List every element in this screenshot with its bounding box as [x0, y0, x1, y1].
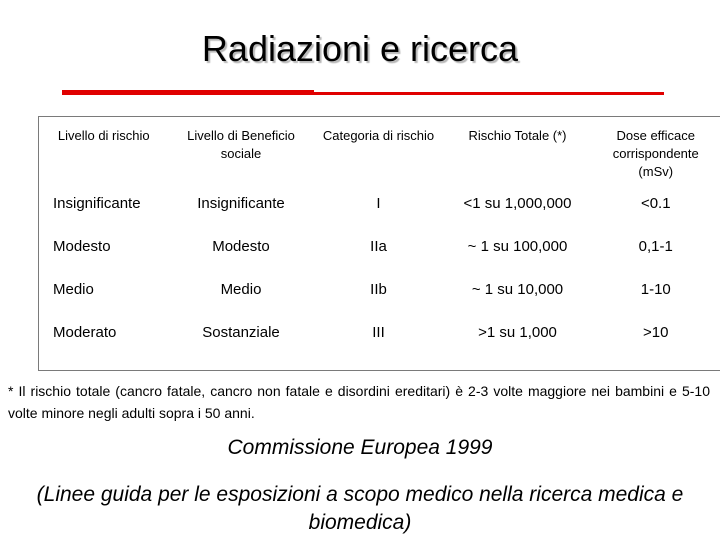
- table-cell: >10: [643, 324, 669, 341]
- source-citation: Commissione Europea 1999: [227, 436, 493, 459]
- title-underline: [62, 92, 664, 95]
- table-row: [39, 189, 720, 232]
- guideline-title: (Linee guida per le esposizioni a scopo medico nella ricerca medica e biomedica): [36, 483, 684, 534]
- page-title: Radiazioni e ricerca: [201, 28, 519, 69]
- table-cell: Moderato: [53, 324, 117, 341]
- table-cell: Sostanziale: [202, 324, 280, 341]
- header-risk-category: Categoria di rischio: [322, 128, 435, 143]
- header-total-risk: Rischio Totale (*): [468, 128, 567, 143]
- table-row: [39, 318, 720, 371]
- table-cell: ~ 1 su 100,000: [467, 238, 568, 255]
- footnote: * Il rischio totale (cancro fatale, cancro non fatale e disordini ereditari) è 2-3 volte maggiore nei bambini e 5-10 volte minore negli adulti sopra i 50 anni.: [8, 383, 710, 421]
- table-cell: 1-10: [640, 281, 671, 298]
- table-cell: ~ 1 su 10,000: [471, 281, 564, 298]
- table-cell: >1 su 1,000: [478, 324, 557, 341]
- risk-table: [38, 116, 720, 371]
- header-effective-dose: Dose efficace corrispondente (mSv): [612, 128, 699, 179]
- table-cell: Modesto: [212, 238, 270, 255]
- table-cell: III: [372, 324, 385, 341]
- table-cell: Modesto: [53, 238, 111, 255]
- table-cell: I: [376, 195, 381, 212]
- table-header-row: [39, 117, 720, 190]
- header-social-benefit: Livello di Beneficio sociale: [187, 128, 295, 161]
- header-risk-level: Livello di rischio: [57, 128, 150, 143]
- table-row: [39, 232, 720, 275]
- table-cell: Medio: [220, 281, 262, 298]
- table-cell: Insignificante: [197, 195, 285, 212]
- table-cell: 0,1-1: [638, 238, 673, 255]
- table-cell: <0.1: [640, 195, 671, 212]
- table-cell: IIa: [370, 238, 387, 255]
- table-cell: Medio: [53, 281, 94, 298]
- table-row: [39, 275, 720, 318]
- table-cell: <1 su 1,000,000: [463, 195, 572, 212]
- table-cell: IIb: [370, 281, 387, 298]
- table-cell: Insignificante: [53, 195, 141, 212]
